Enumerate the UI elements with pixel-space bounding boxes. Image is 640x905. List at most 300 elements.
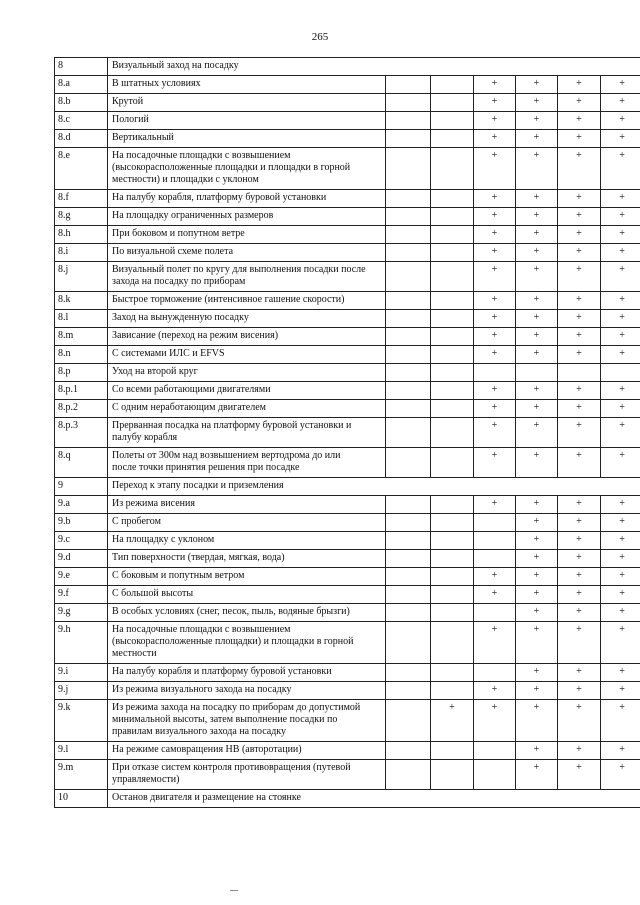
table-row: [55, 364, 640, 382]
mark-cell: +: [516, 148, 558, 190]
mark-cell: +: [558, 382, 601, 400]
item-description: На палубу корабля и платформу буровой установки: [108, 664, 386, 682]
item-description: [108, 448, 386, 478]
mark-cell: +: [474, 622, 516, 664]
item-description: С системами ИЛС и EFVS: [108, 346, 386, 364]
table-row: [55, 310, 640, 328]
mark-cell: [431, 448, 474, 478]
item-number: 9.i: [55, 664, 108, 682]
mark-cell: +: [474, 346, 516, 364]
mark-cell: +: [474, 382, 516, 400]
mark-cell: +: [601, 550, 640, 568]
mark-cell: +: [601, 568, 640, 586]
mark-cell: +: [431, 700, 474, 742]
item-description: [108, 622, 386, 664]
mark-cell: +: [474, 400, 516, 418]
item-description: [108, 418, 386, 448]
item-number: 9.a: [55, 496, 108, 514]
item-number: 8.a: [55, 76, 108, 94]
mark-cell: +: [558, 328, 601, 346]
mark-cell: [474, 514, 516, 532]
mark-cell: [431, 208, 474, 226]
item-description: Зависание (переход на режим висения): [108, 328, 386, 346]
mark-cell: +: [516, 604, 558, 622]
mark-cell: +: [601, 94, 640, 112]
table-row: [55, 328, 640, 346]
mark-cell: [386, 382, 431, 400]
mark-cell: +: [558, 568, 601, 586]
mark-cell: +: [601, 514, 640, 532]
table-row: [55, 496, 640, 514]
mark-cell: [386, 292, 431, 310]
table-row: [55, 448, 640, 478]
mark-cell: +: [516, 514, 558, 532]
mark-cell: [431, 190, 474, 208]
mark-cell: +: [474, 208, 516, 226]
mark-cell: +: [516, 418, 558, 448]
item-number: 8.k: [55, 292, 108, 310]
item-description: Быстрое торможение (интенсивное гашение скорости): [108, 292, 386, 310]
table-row: [55, 244, 640, 262]
mark-cell: +: [474, 448, 516, 478]
mark-cell: +: [516, 208, 558, 226]
item-description: С пробегом: [108, 514, 386, 532]
item-number: 8.b: [55, 94, 108, 112]
item-description: Вертикальный: [108, 130, 386, 148]
item-number: 8: [55, 58, 108, 76]
mark-cell: +: [516, 532, 558, 550]
mark-cell: +: [516, 328, 558, 346]
description-line: При отказе систем контроля противовращения (путевой: [112, 762, 351, 773]
mark-cell: +: [516, 700, 558, 742]
mark-cell: [431, 400, 474, 418]
description-line: палубу корабля: [112, 432, 178, 443]
item-description: С большой высоты: [108, 586, 386, 604]
mark-cell: +: [474, 586, 516, 604]
mark-cell: [431, 760, 474, 790]
mark-cell: [474, 532, 516, 550]
description-line: На посадочные площадки с возвышением: [112, 150, 291, 161]
mark-cell: +: [558, 550, 601, 568]
item-number: 9.j: [55, 682, 108, 700]
item-number: 8.l: [55, 310, 108, 328]
mark-cell: +: [601, 292, 640, 310]
item-description: На площадку ограниченных размеров: [108, 208, 386, 226]
mark-cell: +: [601, 532, 640, 550]
description-line: Прерванная посадка на платформу буровой установки и: [112, 420, 352, 431]
mark-cell: [386, 742, 431, 760]
mark-cell: [386, 604, 431, 622]
mark-cell: +: [601, 262, 640, 292]
mark-cell: +: [516, 664, 558, 682]
mark-cell: [386, 496, 431, 514]
table-row: [55, 664, 640, 682]
mark-cell: +: [558, 76, 601, 94]
item-number: 8.d: [55, 130, 108, 148]
mark-cell: +: [601, 244, 640, 262]
mark-cell: [431, 244, 474, 262]
mark-cell: +: [474, 130, 516, 148]
mark-cell: [386, 448, 431, 478]
table-row: [55, 190, 640, 208]
table-row: [55, 148, 640, 190]
mark-cell: +: [558, 292, 601, 310]
table-row: [55, 418, 640, 448]
item-number: 8.g: [55, 208, 108, 226]
item-description: [108, 148, 386, 190]
mark-cell: [386, 244, 431, 262]
mark-cell: +: [474, 76, 516, 94]
mark-cell: [386, 400, 431, 418]
mark-cell: +: [516, 130, 558, 148]
mark-cell: [474, 550, 516, 568]
mark-cell: +: [474, 244, 516, 262]
mark-cell: +: [601, 112, 640, 130]
description-line: местности: [112, 648, 157, 659]
item-description: Визуальный заход на посадку: [108, 58, 640, 76]
table-row: [55, 208, 640, 226]
mark-cell: +: [558, 418, 601, 448]
mark-cell: [601, 364, 640, 382]
mark-cell: +: [516, 496, 558, 514]
mark-cell: [386, 418, 431, 448]
item-description: Заход на вынужденную посадку: [108, 310, 386, 328]
mark-cell: +: [474, 148, 516, 190]
item-description: Из режима визуального захода на посадку: [108, 682, 386, 700]
mark-cell: [558, 364, 601, 382]
item-description: На палубу корабля, платформу буровой установки: [108, 190, 386, 208]
mark-cell: +: [558, 148, 601, 190]
mark-cell: +: [558, 496, 601, 514]
table-row: [55, 586, 640, 604]
item-description: В особых условиях (снег, песок, пыль, водяные брызги): [108, 604, 386, 622]
mark-cell: +: [516, 622, 558, 664]
table-row: [55, 94, 640, 112]
mark-cell: +: [558, 700, 601, 742]
mark-cell: +: [558, 190, 601, 208]
mark-cell: +: [601, 346, 640, 364]
mark-cell: [431, 604, 474, 622]
item-description: Из режима висения: [108, 496, 386, 514]
mark-cell: [431, 310, 474, 328]
item-number: 8.j: [55, 262, 108, 292]
item-description: [108, 700, 386, 742]
mark-cell: [386, 550, 431, 568]
description-line: Полеты от 300м над возвышением вертодрома до или: [112, 450, 341, 461]
mark-cell: [431, 226, 474, 244]
mark-cell: [386, 700, 431, 742]
mark-cell: +: [516, 760, 558, 790]
table-row: [55, 760, 640, 790]
mark-cell: +: [516, 742, 558, 760]
item-number: 9.e: [55, 568, 108, 586]
mark-cell: +: [558, 532, 601, 550]
mark-cell: [431, 622, 474, 664]
description-line: (высокорасположенные площадки и площадки в горной: [112, 162, 351, 173]
mark-cell: +: [601, 130, 640, 148]
mark-cell: [431, 568, 474, 586]
mark-cell: +: [558, 262, 601, 292]
mark-cell: +: [601, 310, 640, 328]
mark-cell: [474, 742, 516, 760]
table-row: [55, 382, 640, 400]
item-number: 9.k: [55, 700, 108, 742]
mark-cell: [431, 148, 474, 190]
mark-cell: +: [516, 682, 558, 700]
mark-cell: [431, 682, 474, 700]
mark-cell: +: [601, 496, 640, 514]
item-number: 8.e: [55, 148, 108, 190]
table-row: [55, 682, 640, 700]
mark-cell: +: [601, 664, 640, 682]
mark-cell: +: [474, 310, 516, 328]
item-number: 9.c: [55, 532, 108, 550]
mark-cell: [386, 532, 431, 550]
mark-cell: +: [516, 382, 558, 400]
mark-cell: +: [558, 112, 601, 130]
item-number: 8.p.1: [55, 382, 108, 400]
mark-cell: +: [601, 586, 640, 604]
mark-cell: +: [516, 262, 558, 292]
mark-cell: [386, 760, 431, 790]
table-row: [55, 76, 640, 94]
description-line: местности) и площадки с уклоном: [112, 174, 259, 185]
mark-cell: [431, 364, 474, 382]
mark-cell: +: [601, 742, 640, 760]
mark-cell: [431, 742, 474, 760]
mark-cell: +: [558, 742, 601, 760]
description-line: управляемости): [112, 774, 180, 785]
mark-cell: [386, 682, 431, 700]
mark-cell: +: [558, 130, 601, 148]
mark-cell: [431, 586, 474, 604]
page-footer-mark: [230, 890, 238, 891]
description-line: (высокорасположенные площадки) и площадки в горной: [112, 636, 354, 647]
page-number: 265: [311, 31, 329, 43]
mark-cell: [386, 346, 431, 364]
table-row: [55, 262, 640, 292]
requirements-table: [54, 57, 640, 808]
item-description: Крутой: [108, 94, 386, 112]
mark-cell: [431, 664, 474, 682]
mark-cell: +: [516, 310, 558, 328]
item-description: Уход на второй круг: [108, 364, 386, 382]
mark-cell: +: [516, 244, 558, 262]
table-row: [55, 532, 640, 550]
item-description: [108, 760, 386, 790]
mark-cell: +: [601, 760, 640, 790]
mark-cell: [431, 550, 474, 568]
item-description: Тип поверхности (твердая, мягкая, вода): [108, 550, 386, 568]
description-line: минимальной высоты, затем выполнение посадки по: [112, 714, 338, 725]
mark-cell: +: [516, 400, 558, 418]
mark-cell: +: [601, 190, 640, 208]
item-number: 8.f: [55, 190, 108, 208]
mark-cell: [474, 364, 516, 382]
mark-cell: [431, 496, 474, 514]
mark-cell: [431, 382, 474, 400]
mark-cell: [386, 94, 431, 112]
table-row: [55, 622, 640, 664]
item-number: 8.i: [55, 244, 108, 262]
mark-cell: [431, 514, 474, 532]
mark-cell: +: [474, 496, 516, 514]
description-line: после точки принятия решения при посадке: [112, 462, 300, 473]
item-number: 9.g: [55, 604, 108, 622]
mark-cell: [474, 664, 516, 682]
mark-cell: +: [558, 514, 601, 532]
item-description: Переход к этапу посадки и приземления: [108, 478, 640, 496]
item-number: 9.h: [55, 622, 108, 664]
mark-cell: +: [474, 262, 516, 292]
mark-cell: +: [558, 760, 601, 790]
mark-cell: +: [558, 604, 601, 622]
mark-cell: [386, 310, 431, 328]
mark-cell: [386, 664, 431, 682]
item-description: Со всеми работающими двигателями: [108, 382, 386, 400]
table-row: [55, 604, 640, 622]
mark-cell: +: [516, 292, 558, 310]
mark-cell: +: [558, 664, 601, 682]
mark-cell: [474, 760, 516, 790]
item-description: С боковым и попутным ветром: [108, 568, 386, 586]
mark-cell: [431, 130, 474, 148]
item-description: В штатных условиях: [108, 76, 386, 94]
item-number: 9.f: [55, 586, 108, 604]
item-description: По визуальной схеме полета: [108, 244, 386, 262]
mark-cell: [386, 364, 431, 382]
mark-cell: [386, 208, 431, 226]
mark-cell: +: [474, 328, 516, 346]
item-number: 8.m: [55, 328, 108, 346]
item-number: 9.m: [55, 760, 108, 790]
mark-cell: +: [601, 382, 640, 400]
item-number: 8.q: [55, 448, 108, 478]
mark-cell: [431, 112, 474, 130]
mark-cell: +: [601, 208, 640, 226]
table-row: [55, 130, 640, 148]
item-number: 9.l: [55, 742, 108, 760]
mark-cell: +: [601, 448, 640, 478]
mark-cell: +: [474, 568, 516, 586]
description-line: Из режима захода на посадку по приборам до допустимой: [112, 702, 361, 713]
item-number: 8.p: [55, 364, 108, 382]
mark-cell: [386, 262, 431, 292]
item-number: 9: [55, 478, 108, 496]
item-number: 9.b: [55, 514, 108, 532]
description-line: Визуальный полет по кругу для выполнения посадки после: [112, 264, 366, 275]
item-description: При боковом и попутном ветре: [108, 226, 386, 244]
table-row: [55, 400, 640, 418]
mark-cell: [431, 292, 474, 310]
item-description: Останов двигателя и размещение на стоянке: [108, 790, 640, 808]
mark-cell: +: [558, 448, 601, 478]
mark-cell: +: [474, 682, 516, 700]
mark-cell: [386, 514, 431, 532]
mark-cell: [431, 94, 474, 112]
description-line: На посадочные площадки с возвышением: [112, 624, 291, 635]
mark-cell: [386, 226, 431, 244]
mark-cell: +: [601, 604, 640, 622]
mark-cell: +: [601, 328, 640, 346]
item-number: 8.h: [55, 226, 108, 244]
mark-cell: +: [474, 700, 516, 742]
mark-cell: +: [601, 418, 640, 448]
mark-cell: +: [474, 112, 516, 130]
mark-cell: [386, 112, 431, 130]
item-description: Пологий: [108, 112, 386, 130]
mark-cell: [431, 76, 474, 94]
item-description: [108, 262, 386, 292]
mark-cell: +: [516, 94, 558, 112]
table-body: [55, 58, 640, 808]
item-description: На режиме самовращения НВ (авторотации): [108, 742, 386, 760]
mark-cell: +: [516, 76, 558, 94]
mark-cell: +: [601, 400, 640, 418]
mark-cell: [431, 262, 474, 292]
table-row: [55, 112, 640, 130]
mark-cell: [386, 76, 431, 94]
mark-cell: [386, 568, 431, 586]
mark-cell: [386, 328, 431, 346]
item-number: 8.c: [55, 112, 108, 130]
description-line: правилам визуального захода на посадку: [112, 726, 287, 737]
mark-cell: +: [558, 586, 601, 604]
item-number: 8.n: [55, 346, 108, 364]
item-description: С одним неработающим двигателем: [108, 400, 386, 418]
mark-cell: +: [558, 226, 601, 244]
section-header-row: [55, 478, 640, 496]
mark-cell: +: [601, 622, 640, 664]
mark-cell: +: [601, 226, 640, 244]
mark-cell: +: [558, 208, 601, 226]
mark-cell: +: [516, 346, 558, 364]
mark-cell: +: [558, 310, 601, 328]
mark-cell: [431, 328, 474, 346]
mark-cell: [386, 622, 431, 664]
item-number: 8.p.3: [55, 418, 108, 448]
mark-cell: +: [601, 682, 640, 700]
mark-cell: +: [516, 550, 558, 568]
table-row: [55, 700, 640, 742]
mark-cell: [516, 364, 558, 382]
mark-cell: +: [516, 568, 558, 586]
mark-cell: +: [516, 190, 558, 208]
section-header-row: [55, 58, 640, 76]
table-row: [55, 346, 640, 364]
mark-cell: [386, 586, 431, 604]
mark-cell: +: [601, 148, 640, 190]
mark-cell: +: [474, 190, 516, 208]
item-number: 10: [55, 790, 108, 808]
mark-cell: +: [474, 226, 516, 244]
mark-cell: [386, 148, 431, 190]
description-line: захода на посадку по приборам: [112, 276, 246, 287]
table-row: [55, 514, 640, 532]
mark-cell: +: [601, 700, 640, 742]
mark-cell: +: [558, 94, 601, 112]
mark-cell: +: [558, 400, 601, 418]
mark-cell: +: [516, 112, 558, 130]
item-number: 9.d: [55, 550, 108, 568]
mark-cell: [386, 130, 431, 148]
table-row: [55, 226, 640, 244]
mark-cell: +: [558, 244, 601, 262]
mark-cell: [431, 532, 474, 550]
mark-cell: +: [558, 622, 601, 664]
section-header-row: [55, 790, 640, 808]
mark-cell: [431, 418, 474, 448]
